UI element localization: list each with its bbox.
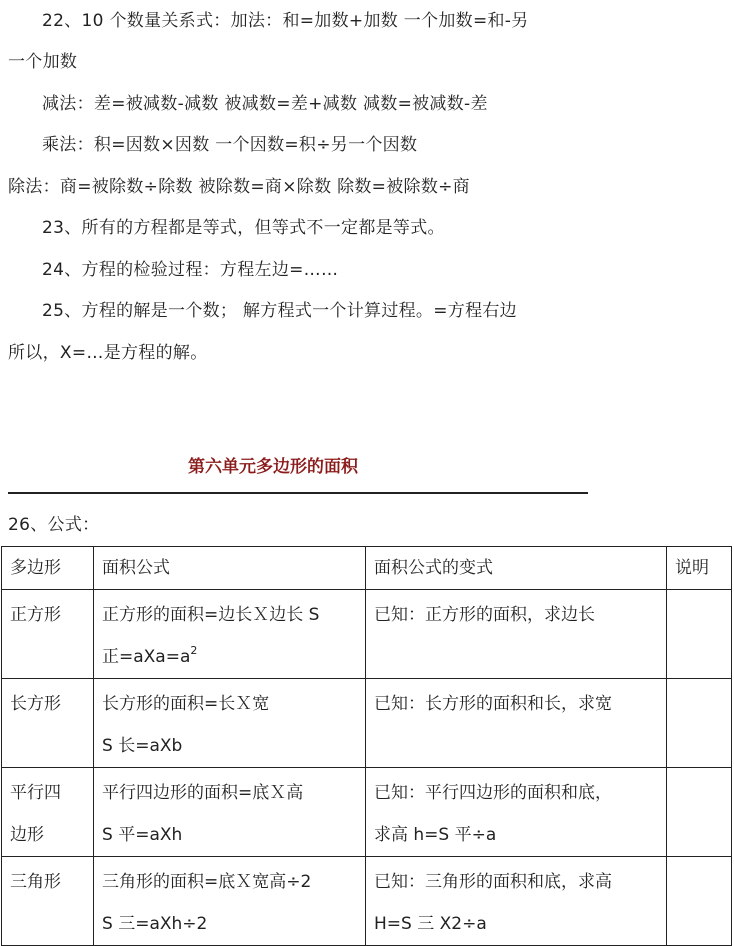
table-header-row xyxy=(2,547,732,590)
shape-cell xyxy=(2,768,94,857)
section-title: 第六单元多边形的面积 xyxy=(188,457,358,477)
exponent: 2 xyxy=(190,644,198,657)
paragraph-22-line-2: 一个加数 xyxy=(8,52,78,72)
formula-line: 长方形的面积=长Ｘ宽 xyxy=(102,694,270,714)
shape-name: 正方形 xyxy=(10,605,61,625)
header-formula-variant: 面积公式的变式 xyxy=(366,547,667,590)
formula-line: S 长=aXb xyxy=(102,736,183,756)
formula-cell xyxy=(94,768,366,857)
shape-cell xyxy=(2,857,94,946)
formula-line: S 三=aXh÷2 xyxy=(102,914,208,934)
paragraph-25-line-2: 所以，X=…是方程的解。 xyxy=(8,343,208,363)
variant-line: H=S 三 X2÷a xyxy=(374,914,487,934)
formula-line: S 平=aXh xyxy=(102,825,183,845)
paragraph-24: 24、方程的检验过程：方程左边=…… xyxy=(42,260,339,280)
formula-line: 平行四边形的面积=底Ｘ高 xyxy=(102,783,304,803)
variant-cell xyxy=(366,679,667,768)
note-cell xyxy=(667,679,732,768)
shape-name: 边形 xyxy=(10,825,44,845)
variant-line: 已知：平行四边形的面积和底， xyxy=(374,783,612,803)
area-formula-table xyxy=(1,546,732,946)
variant-line: 求高 h=S 平÷a xyxy=(374,825,497,845)
formula-cell xyxy=(94,857,366,946)
table-row xyxy=(2,679,732,768)
variant-cell xyxy=(366,590,667,679)
subtraction-relations: 减法：差=被减数-减数 被减数=差+减数 减数=被减数-差 xyxy=(42,94,488,114)
variant-line: 已知：长方形的面积和长，求宽 xyxy=(374,694,612,714)
variant-cell xyxy=(366,857,667,946)
formula-line: 正方形的面积=边长Ｘ边长 S xyxy=(102,605,320,625)
variant-cell xyxy=(366,768,667,857)
shape-name: 长方形 xyxy=(10,694,61,714)
paragraph-26-label: 26、公式： xyxy=(8,515,100,535)
table-row xyxy=(2,590,732,679)
shape-name: 平行四 xyxy=(10,783,61,803)
division-relations: 除法：商=被除数÷除数 被除数=商×除数 除数=被除数÷商 xyxy=(8,177,470,197)
paragraph-22-line-1: 22、10 个数量关系式：加法：和=加数+加数 一个加数=和-另 xyxy=(42,11,529,31)
table-row xyxy=(2,857,732,946)
header-area-formula: 面积公式 xyxy=(94,547,366,590)
shape-name: 三角形 xyxy=(10,872,61,892)
formula-cell xyxy=(94,590,366,679)
variant-line: 已知：三角形的面积和底，求高 xyxy=(374,872,612,892)
variant-line: 已知：正方形的面积，求边长 xyxy=(374,605,595,625)
header-polygon: 多边形 xyxy=(2,547,94,590)
paragraph-25-line-1: 25、方程的解是一个数； 解方程式一个计算过程。=方程右边 xyxy=(42,301,517,321)
table-row xyxy=(2,768,732,857)
formula-text: 正=aXa=a xyxy=(102,647,191,667)
formula-cell xyxy=(94,679,366,768)
shape-cell xyxy=(2,590,94,679)
note-cell xyxy=(667,857,732,946)
paragraph-23: 23、所有的方程都是等式，但等式不一定都是等式。 xyxy=(42,218,445,238)
multiplication-relations: 乘法：积=因数×因数 一个因数=积÷另一个因数 xyxy=(42,135,418,155)
header-note: 说明 xyxy=(667,547,732,590)
formula-line xyxy=(102,636,365,678)
shape-cell xyxy=(2,679,94,768)
note-cell xyxy=(667,590,732,679)
section-divider xyxy=(8,492,588,494)
note-cell xyxy=(667,768,732,857)
formula-line: 三角形的面积=底Ｘ宽高÷2 xyxy=(102,872,312,892)
